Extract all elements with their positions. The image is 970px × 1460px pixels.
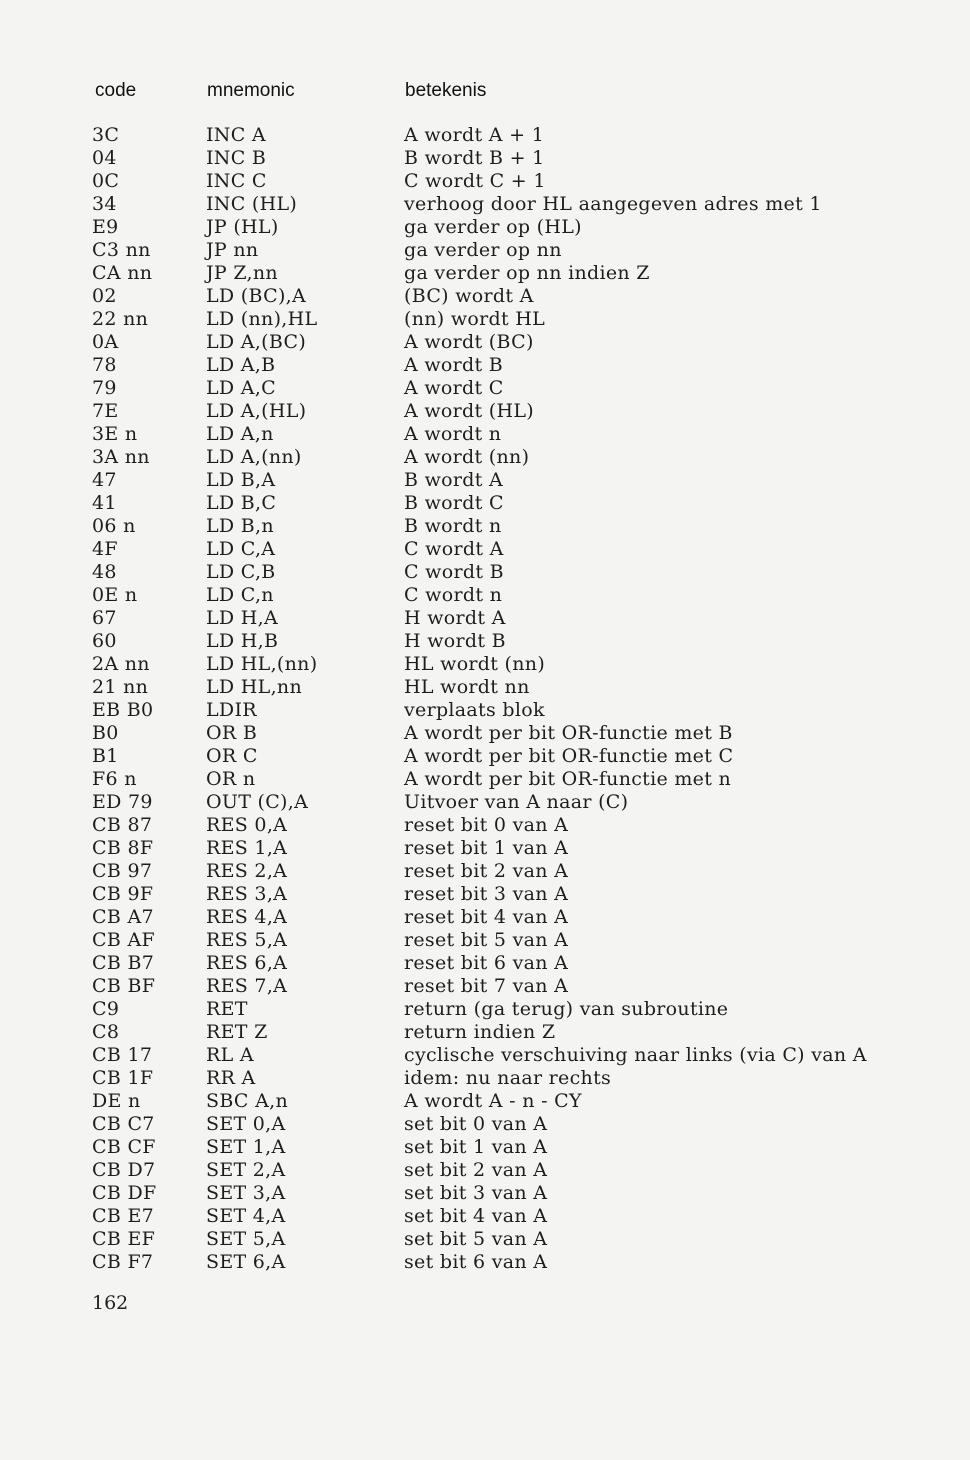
- betekenis-cell: reset bit 7 van A: [404, 975, 569, 997]
- opcode-cell: 47: [92, 469, 117, 491]
- table-header: [0, 80, 970, 106]
- table-row: [0, 147, 970, 170]
- opcode-cell: 21 nn: [92, 676, 149, 698]
- betekenis-cell: reset bit 3 van A: [404, 883, 569, 905]
- betekenis-cell: reset bit 5 van A: [404, 929, 569, 951]
- table-row: [0, 423, 970, 446]
- betekenis-cell: ga verder op nn: [404, 239, 562, 261]
- table-row: [0, 400, 970, 423]
- opcode-cell: 04: [92, 147, 117, 169]
- table-row: [0, 952, 970, 975]
- mnemonic-cell: LD A,C: [206, 377, 276, 399]
- betekenis-cell: H wordt A: [404, 607, 506, 629]
- opcode-cell: C9: [92, 998, 120, 1020]
- table-row: [0, 170, 970, 193]
- mnemonic-cell: LD C,n: [206, 584, 274, 606]
- mnemonic-cell: INC C: [206, 170, 267, 192]
- table-row: [0, 262, 970, 285]
- mnemonic-cell: LD C,B: [206, 561, 276, 583]
- mnemonic-cell: LD HL,nn: [206, 676, 302, 698]
- mnemonic-cell: JP nn: [206, 239, 259, 261]
- table-row: [0, 285, 970, 308]
- mnemonic-cell: LD B,A: [206, 469, 276, 491]
- betekenis-cell: C wordt B: [404, 561, 504, 583]
- betekenis-cell: set bit 4 van A: [404, 1205, 548, 1227]
- mnemonic-cell: LD C,A: [206, 538, 276, 560]
- opcode-cell: ED 79: [92, 791, 153, 813]
- table-row: [0, 814, 970, 837]
- opcode-cell: CB 1F: [92, 1067, 154, 1089]
- mnemonic-cell: RR A: [206, 1067, 256, 1089]
- betekenis-cell: A wordt per bit OR-functie met n: [404, 768, 732, 790]
- betekenis-cell: B wordt B + 1: [404, 147, 545, 169]
- table-row: [0, 1113, 970, 1136]
- mnemonic-cell: LD H,B: [206, 630, 279, 652]
- mnemonic-cell: JP (HL): [206, 216, 279, 238]
- table-row: [0, 607, 970, 630]
- opcode-cell: CB F7: [92, 1251, 154, 1273]
- betekenis-cell: verplaats blok: [404, 699, 545, 721]
- opcode-cell: 3E n: [92, 423, 138, 445]
- opcode-cell: CB D7: [92, 1159, 156, 1181]
- mnemonic-cell: LD A,(nn): [206, 446, 302, 468]
- mnemonic-cell: RET: [206, 998, 248, 1020]
- mnemonic-cell: LD H,A: [206, 607, 279, 629]
- mnemonic-cell: LD HL,(nn): [206, 653, 318, 675]
- mnemonic-cell: SET 4,A: [206, 1205, 286, 1227]
- opcode-cell: 0E n: [92, 584, 138, 606]
- mnemonic-cell: LD A,(BC): [206, 331, 307, 353]
- mnemonic-cell: SET 2,A: [206, 1159, 286, 1181]
- table-row: [0, 469, 970, 492]
- opcode-cell: 0C: [92, 170, 120, 192]
- betekenis-cell: (nn) wordt HL: [404, 308, 546, 330]
- table-row: [0, 331, 970, 354]
- page-number: 162: [92, 1292, 129, 1314]
- opcode-cell: 0A: [92, 331, 119, 353]
- betekenis-cell: A wordt A - n - CY: [404, 1090, 582, 1112]
- mnemonic-cell: SET 5,A: [206, 1228, 286, 1250]
- mnemonic-cell: INC (HL): [206, 193, 298, 215]
- table-row: [0, 676, 970, 699]
- table-row: [0, 906, 970, 929]
- opcode-cell: 2A nn: [92, 653, 150, 675]
- mnemonic-cell: OR B: [206, 722, 258, 744]
- table-row: [0, 630, 970, 653]
- table-row: [0, 446, 970, 469]
- table-row: [0, 1205, 970, 1228]
- opcode-cell: 3A nn: [92, 446, 150, 468]
- table-row: [0, 377, 970, 400]
- mnemonic-cell: SET 0,A: [206, 1113, 286, 1135]
- table-row: [0, 239, 970, 262]
- betekenis-cell: B wordt n: [404, 515, 502, 537]
- opcode-cell: CB CF: [92, 1136, 156, 1158]
- betekenis-cell: A wordt A + 1: [404, 124, 545, 146]
- instruction-table: [0, 124, 970, 1274]
- opcode-cell: CB 87: [92, 814, 153, 836]
- betekenis-cell: ga verder op (HL): [404, 216, 582, 238]
- betekenis-cell: set bit 0 van A: [404, 1113, 548, 1135]
- betekenis-cell: H wordt B: [404, 630, 506, 652]
- table-row: [0, 193, 970, 216]
- opcode-cell: CB DF: [92, 1182, 157, 1204]
- mnemonic-cell: OR C: [206, 745, 258, 767]
- opcode-cell: B1: [92, 745, 119, 767]
- betekenis-cell: idem: nu naar rechts: [404, 1067, 612, 1089]
- betekenis-cell: A wordt n: [404, 423, 502, 445]
- table-row: [0, 561, 970, 584]
- opcode-cell: 67: [92, 607, 117, 629]
- table-row: [0, 354, 970, 377]
- betekenis-cell: C wordt A: [404, 538, 504, 560]
- opcode-cell: 22 nn: [92, 308, 149, 330]
- table-row: [0, 492, 970, 515]
- mnemonic-cell: RES 3,A: [206, 883, 288, 905]
- opcode-cell: 4F: [92, 538, 118, 560]
- mnemonic-cell: OR n: [206, 768, 256, 790]
- mnemonic-cell: RES 4,A: [206, 906, 288, 928]
- betekenis-cell: A wordt C: [404, 377, 504, 399]
- mnemonic-cell: LD A,n: [206, 423, 274, 445]
- table-row: [0, 1182, 970, 1205]
- betekenis-cell: set bit 3 van A: [404, 1182, 548, 1204]
- betekenis-cell: reset bit 4 van A: [404, 906, 569, 928]
- opcode-cell: EB B0: [92, 699, 154, 721]
- opcode-cell: 34: [92, 193, 117, 215]
- betekenis-cell: A wordt (HL): [404, 400, 534, 422]
- opcode-cell: C3 nn: [92, 239, 151, 261]
- betekenis-cell: C wordt C + 1: [404, 170, 546, 192]
- opcode-cell: CB BF: [92, 975, 156, 997]
- table-row: [0, 538, 970, 561]
- opcode-cell: CB 97: [92, 860, 153, 882]
- betekenis-cell: A wordt (BC): [404, 331, 534, 353]
- betekenis-cell: return indien Z: [404, 1021, 556, 1043]
- table-row: [0, 1044, 970, 1067]
- table-row: [0, 124, 970, 147]
- opcode-cell: CB C7: [92, 1113, 155, 1135]
- mnemonic-cell: SET 6,A: [206, 1251, 286, 1273]
- betekenis-cell: Uitvoer van A naar (C): [404, 791, 629, 813]
- opcode-cell: 06 n: [92, 515, 136, 537]
- opcode-cell: CB A7: [92, 906, 154, 928]
- betekenis-cell: (BC) wordt A: [404, 285, 534, 307]
- mnemonic-cell: RES 5,A: [206, 929, 288, 951]
- mnemonic-cell: LD (nn),HL: [206, 308, 318, 330]
- opcode-cell: 3C: [92, 124, 120, 146]
- table-row: [0, 791, 970, 814]
- opcode-cell: CB 17: [92, 1044, 153, 1066]
- mnemonic-cell: SET 1,A: [206, 1136, 286, 1158]
- opcode-cell: 7E: [92, 400, 119, 422]
- mnemonic-cell: SBC A,n: [206, 1090, 289, 1112]
- opcode-cell: 78: [92, 354, 117, 376]
- betekenis-cell: set bit 6 van A: [404, 1251, 548, 1273]
- mnemonic-cell: RES 2,A: [206, 860, 288, 882]
- opcode-cell: CB 9F: [92, 883, 154, 905]
- mnemonic-cell: RES 7,A: [206, 975, 288, 997]
- header-betekenis: betekenis: [405, 80, 487, 101]
- opcode-cell: DE n: [92, 1090, 141, 1112]
- opcode-cell: C8: [92, 1021, 120, 1043]
- betekenis-cell: reset bit 2 van A: [404, 860, 569, 882]
- mnemonic-cell: LD A,(HL): [206, 400, 307, 422]
- table-row: [0, 722, 970, 745]
- betekenis-cell: A wordt B: [404, 354, 504, 376]
- opcode-cell: CB E7: [92, 1205, 154, 1227]
- betekenis-cell: cyclische verschuiving naar links (via C) van A: [404, 1044, 867, 1066]
- betekenis-cell: ga verder op nn indien Z: [404, 262, 650, 284]
- betekenis-cell: A wordt per bit OR-functie met B: [404, 722, 733, 744]
- betekenis-cell: return (ga terug) van subroutine: [404, 998, 729, 1020]
- betekenis-cell: reset bit 0 van A: [404, 814, 569, 836]
- opcode-cell: 02: [92, 285, 117, 307]
- table-row: [0, 883, 970, 906]
- betekenis-cell: set bit 1 van A: [404, 1136, 548, 1158]
- mnemonic-cell: RES 6,A: [206, 952, 288, 974]
- betekenis-cell: B wordt A: [404, 469, 504, 491]
- betekenis-cell: A wordt (nn): [404, 446, 530, 468]
- table-row: [0, 1136, 970, 1159]
- betekenis-cell: verhoog door HL aangegeven adres met 1: [404, 193, 822, 215]
- mnemonic-cell: SET 3,A: [206, 1182, 286, 1204]
- opcode-cell: F6 n: [92, 768, 137, 790]
- betekenis-cell: HL wordt (nn): [404, 653, 546, 675]
- opcode-cell: 41: [92, 492, 117, 514]
- table-row: [0, 1228, 970, 1251]
- table-row: [0, 837, 970, 860]
- table-row: [0, 699, 970, 722]
- opcode-cell: 79: [92, 377, 117, 399]
- opcode-cell: CA nn: [92, 262, 153, 284]
- mnemonic-cell: RL A: [206, 1044, 254, 1066]
- table-row: [0, 860, 970, 883]
- mnemonic-cell: LD A,B: [206, 354, 276, 376]
- table-row: [0, 216, 970, 239]
- betekenis-cell: B wordt C: [404, 492, 504, 514]
- table-row: [0, 653, 970, 676]
- header-code: code: [95, 80, 137, 101]
- table-row: [0, 1251, 970, 1274]
- opcode-cell: CB AF: [92, 929, 155, 951]
- betekenis-cell: HL wordt nn: [404, 676, 530, 698]
- mnemonic-cell: RES 1,A: [206, 837, 288, 859]
- betekenis-cell: set bit 5 van A: [404, 1228, 548, 1250]
- table-row: [0, 1067, 970, 1090]
- opcode-cell: B0: [92, 722, 119, 744]
- table-row: [0, 1021, 970, 1044]
- mnemonic-cell: LD B,C: [206, 492, 277, 514]
- mnemonic-cell: RES 0,A: [206, 814, 288, 836]
- table-row: [0, 1090, 970, 1113]
- table-row: [0, 584, 970, 607]
- opcode-cell: CB 8F: [92, 837, 154, 859]
- betekenis-cell: reset bit 6 van A: [404, 952, 569, 974]
- opcode-cell: CB B7: [92, 952, 155, 974]
- betekenis-cell: set bit 2 van A: [404, 1159, 548, 1181]
- mnemonic-cell: LD B,n: [206, 515, 274, 537]
- mnemonic-cell: LDIR: [206, 699, 257, 721]
- opcode-cell: 60: [92, 630, 117, 652]
- mnemonic-cell: INC B: [206, 147, 267, 169]
- table-row: [0, 745, 970, 768]
- table-row: [0, 975, 970, 998]
- mnemonic-cell: INC A: [206, 124, 266, 146]
- mnemonic-cell: OUT (C),A: [206, 791, 309, 813]
- header-mnemonic: mnemonic: [207, 80, 295, 101]
- mnemonic-cell: JP Z,nn: [206, 262, 278, 284]
- table-row: [0, 929, 970, 952]
- table-row: [0, 1159, 970, 1182]
- table-row: [0, 768, 970, 791]
- mnemonic-cell: LD (BC),A: [206, 285, 307, 307]
- opcode-cell: CB EF: [92, 1228, 156, 1250]
- mnemonic-cell: RET Z: [206, 1021, 268, 1043]
- opcode-cell: E9: [92, 216, 119, 238]
- opcode-cell: 48: [92, 561, 117, 583]
- table-row: [0, 515, 970, 538]
- table-row: [0, 308, 970, 331]
- table-row: [0, 998, 970, 1021]
- betekenis-cell: C wordt n: [404, 584, 503, 606]
- betekenis-cell: A wordt per bit OR-functie met C: [404, 745, 734, 767]
- betekenis-cell: reset bit 1 van A: [404, 837, 569, 859]
